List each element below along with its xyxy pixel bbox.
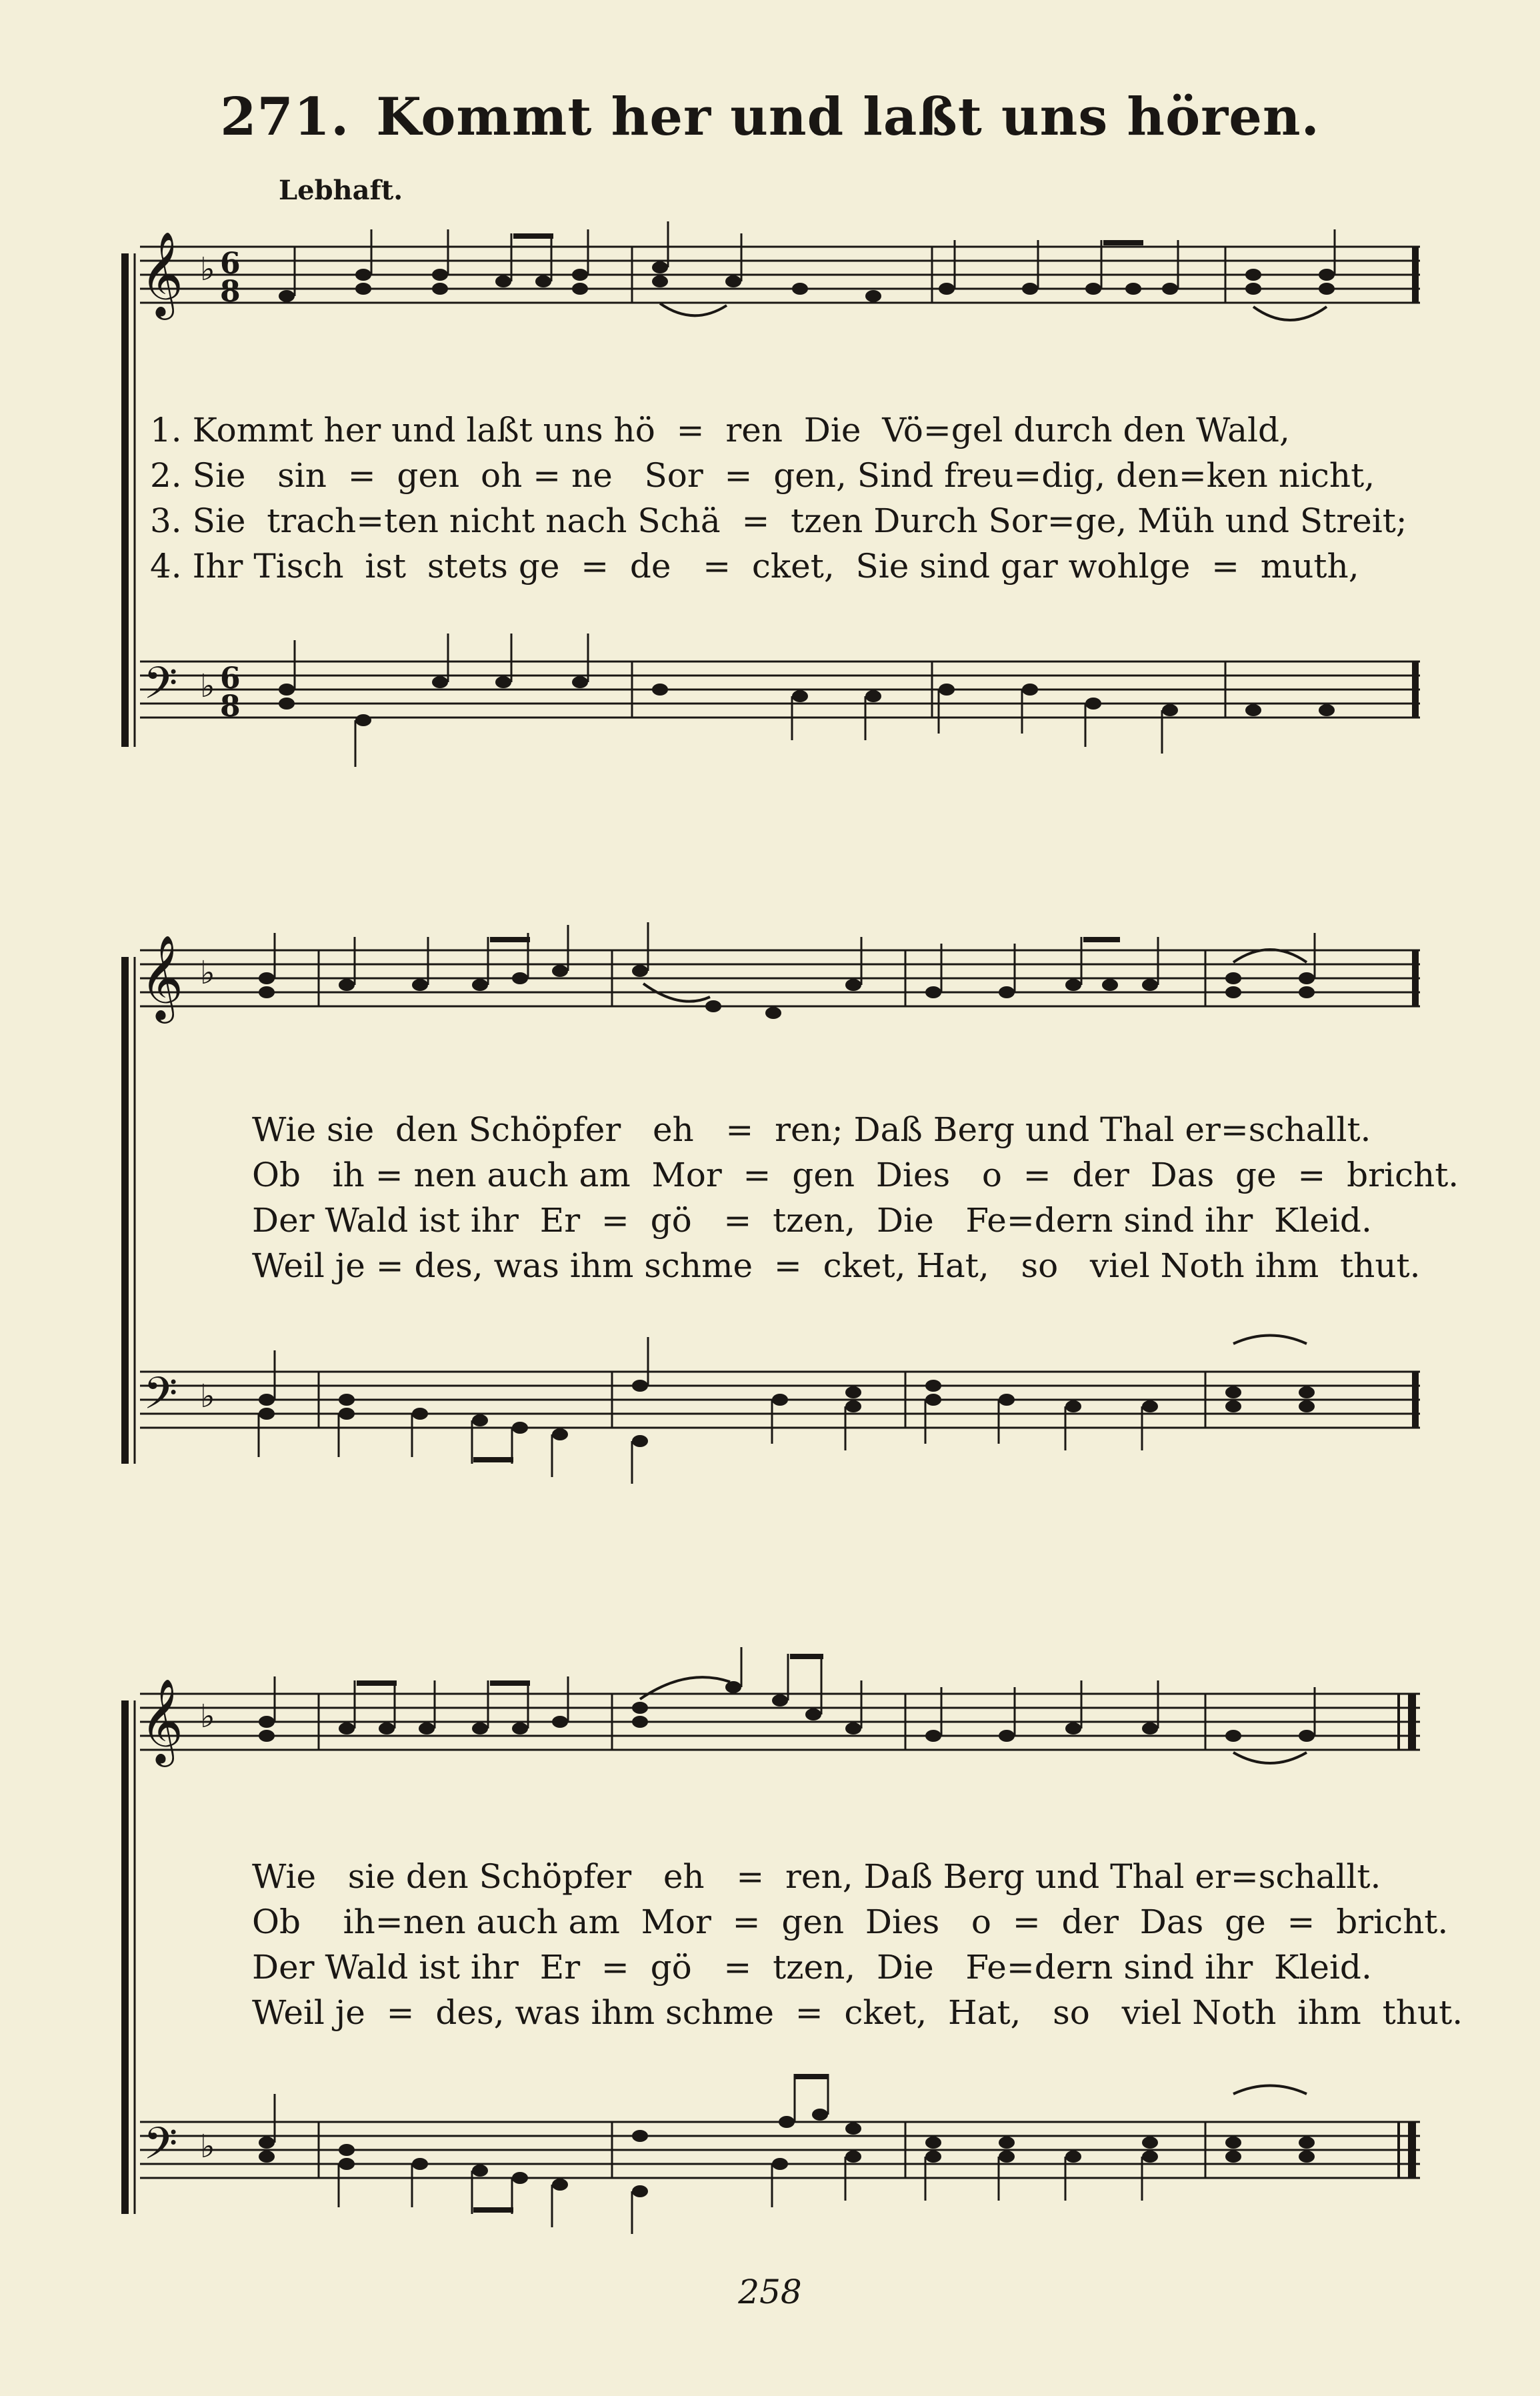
lyric-line-1-2: 2. Sie sin = gen oh = ne Sor = gen, Sind freu=dig, den=ken nicht, (150, 456, 1375, 495)
treble-staff-3 (0, 1674, 1540, 1807)
lyric-line-2-1: Wie sie den Schöpfer eh = ren; Daß Berg und Thal er=schallt. (252, 1110, 1371, 1149)
lyric-line-2-4: Weil je = des, was ihm schme = cket, Hat, so viel Noth ihm thut. (252, 1246, 1421, 1285)
svg-text:♭: ♭ (200, 1698, 215, 1735)
svg-text:𝄞: 𝄞 (140, 934, 184, 1020)
hymn-number: 271. (220, 87, 350, 147)
svg-text:6: 6 (220, 247, 241, 281)
page-number: 258 (738, 2273, 802, 2311)
svg-text:𝄢: 𝄢 (143, 2118, 178, 2180)
svg-text:8: 8 (220, 690, 241, 724)
lyric-line-3-3: Der Wald ist ihr Er = gö = tzen, Die Fe=dern sind ihr Kleid. (252, 1948, 1372, 1987)
hymn-title-text: Kommt her und laßt uns hören. (376, 87, 1320, 147)
lyric-line-1-4: 4. Ihr Tisch ist stets ge = de = cket, Sie sind gar wohlge = muth, (150, 547, 1359, 585)
lyric-line-2-2: Ob ih = nen auch am Mor = gen Dies o = der Das ge = bricht. (252, 1156, 1459, 1194)
tempo-marking: Lebhaft. (279, 175, 403, 206)
svg-text:𝄞: 𝄞 (140, 1678, 184, 1763)
svg-text:𝄢: 𝄢 (143, 1368, 178, 1430)
bass-staff-3 (0, 2074, 1540, 2234)
lyric-line-1-3: 3. Sie trach=ten nicht nach Schä = tzen Durch Sor=ge, Müh und Streit; (150, 501, 1407, 540)
treble-staff-2 (0, 930, 1540, 1064)
svg-text:𝄞: 𝄞 (140, 231, 184, 316)
svg-text:♭: ♭ (200, 2128, 215, 2165)
svg-text:♭: ♭ (200, 1378, 215, 1415)
lyric-line-3-1: Wie sie den Schöpfer eh = ren, Daß Berg und Thal er=schallt. (252, 1857, 1381, 1896)
bass-staff-1 (0, 614, 1540, 747)
hymn-title (0, 87, 1540, 147)
svg-text:♭: ♭ (200, 668, 215, 705)
lyric-line-1-1: 1. Kommt her und laßt uns hö = ren Die Vö=gel durch den Wald, (150, 411, 1290, 449)
lyric-line-3-2: Ob ih=nen auch am Mor = gen Dies o = der Das ge = bricht. (252, 1903, 1449, 1941)
svg-text:8: 8 (220, 275, 241, 309)
svg-text:♭: ♭ (200, 251, 215, 288)
bass-staff-2 (0, 1324, 1540, 1484)
svg-text:𝄢: 𝄢 (143, 658, 178, 720)
lyric-line-3-4: Weil je = des, was ihm schme = cket, Hat, so viel Noth ihm thut. (252, 1993, 1463, 2032)
svg-text:6: 6 (220, 662, 241, 696)
svg-text:♭: ♭ (200, 954, 215, 992)
lyric-line-2-3: Der Wald ist ihr Er = gö = tzen, Die Fe=dern sind ihr Kleid. (252, 1201, 1372, 1240)
